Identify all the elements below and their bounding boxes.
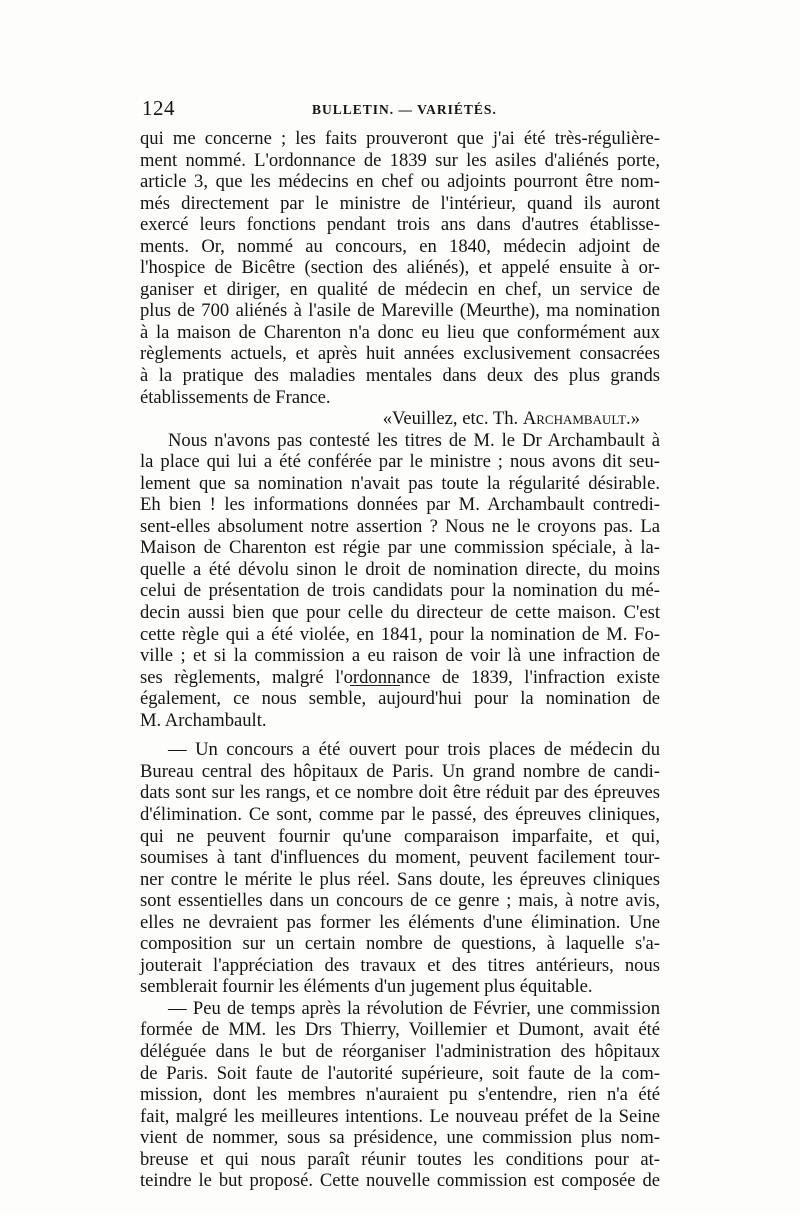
text-line: fait, malgré les meilleures intentions. Le nouveau préfet de la Seine xyxy=(140,1105,660,1127)
text-line: més directement par le ministre de l'intérieur, quand ils auront xyxy=(140,192,660,214)
text-line: règlements actuels, et après huit années exclusivement consacrées xyxy=(140,343,660,365)
text-line: à la maison de Charenton n'a donc eu lieu que conformément aux xyxy=(140,321,660,343)
text-line: ville ; et si la commission a eu raison de voir là une infraction de xyxy=(140,645,660,667)
text-line: qui ne peuvent fournir qu'une comparaison imparfaite, et qui, xyxy=(140,825,660,847)
text-line: l'hospice de Bicêtre (section des aliénés), et appelé ensuite à or- xyxy=(140,257,660,279)
text-line: également, ce nous semble, aujourd'hui pour la nomination de xyxy=(140,688,660,710)
text-line: semblerait fournir les éléments d'un jugement plus équitable. xyxy=(140,976,593,998)
section-separator xyxy=(350,685,400,686)
text-line: Bureau central des hôpitaux de Paris. Un grand nombre de candi- xyxy=(140,760,660,782)
text-line: decin aussi bien que pour celle du directeur de cette maison. C'est xyxy=(140,602,660,624)
text-line: ment nommé. L'ordonnance de 1839 sur les asiles d'aliénés porte, xyxy=(140,149,660,171)
text-line: formée de MM. les Drs Thierry, Voillemier et Dumont, avait été xyxy=(140,1019,660,1041)
text-line: Eh bien ! les informations données par M. Archambault contredi- xyxy=(140,494,660,516)
signature-name: Archambault. xyxy=(522,408,631,430)
signature-suffix: » xyxy=(630,408,640,430)
letter-continuation xyxy=(140,128,660,408)
text-line: exercé leurs fonctions pendant trois ans dans d'autres établisse- xyxy=(140,214,660,236)
text-line: sent-elles absolument notre assertion ? Nous ne le croyons pas. La xyxy=(140,515,660,537)
text-line: celui de présentation de trois candidats pour la nomination du mé- xyxy=(140,580,660,602)
text-line: Maison de Charenton est régie par une commission spéciale, à la- xyxy=(140,537,660,559)
response-paragraph xyxy=(140,430,660,732)
text-line: quelle a été dévolu sinon le droit de nomination directe, du moins xyxy=(140,558,660,580)
signature-prefix: «Veuillez, etc. Th. xyxy=(382,408,523,430)
text-line: plus de 700 aliénés à l'asile de Mareville (Meurthe), ma nomination xyxy=(140,300,660,322)
text-line: Nous n'avons pas contesté les titres de M. le Dr Archambault à xyxy=(168,429,660,451)
text-line: cette règle qui a été violée, en 1841, pour la nomination de M. Fo- xyxy=(140,623,660,645)
text-line: lement que sa nomination n'avait pas toute la régularité désirable. xyxy=(140,472,660,494)
text-line: mission, dont les membres n'auraient pu s'entendre, rien n'a été xyxy=(140,1084,660,1106)
text-line: à la pratique des maladies mentales dans deux des plus grands xyxy=(140,365,660,387)
text-line: article 3, que les médecins en chef ou adjoints pourront être nom- xyxy=(140,171,660,193)
text-line: d'élimination. Ce sont, comme par le passé, des épreuves cliniques, xyxy=(140,803,660,825)
section-gap xyxy=(140,731,660,739)
text-line: composition sur un certain nombre de questions, à laquelle s'a- xyxy=(140,933,660,955)
text-line: vient de nommer, sous sa présidence, une commission plus nom- xyxy=(140,1127,660,1149)
concours-paragraph xyxy=(140,739,660,998)
text-line: breuse et qui nous paraît réunir toutes les conditions pour at- xyxy=(140,1148,660,1170)
text-line: soumises à tant d'influences du moment, peuvent facilement tour- xyxy=(140,847,660,869)
text-line: la place qui lui a été conférée par le ministre ; nous avons dit seu- xyxy=(140,451,660,473)
text-line: teindre le but proposé. Cette nouvelle commission est composée de xyxy=(140,1170,660,1192)
text-line: jouterait l'appréciation des travaux et des titres antérieurs, nous xyxy=(140,954,660,976)
text-line: sont essentielles dans un concours de ce genre ; mais, à notre avis, xyxy=(140,890,660,912)
text-line: de Paris. Soit faute de l'autorité supérieure, soit faute de la com- xyxy=(140,1062,660,1084)
text-line: ses règlements, malgré l'ordonnance de 1839, l'infraction existe xyxy=(140,666,660,688)
text-line: ments. Or, nommé au concours, en 1840, médecin adjoint de xyxy=(140,235,660,257)
body-text xyxy=(140,128,660,1192)
page-header xyxy=(142,96,660,122)
text-line: établissements de France. xyxy=(140,386,331,408)
text-line: elles ne devraient pas former les éléments d'une élimination. Une xyxy=(140,911,660,933)
text-line: qui me concerne ; les faits prouveront que j'ai été très-régulière- xyxy=(140,128,660,149)
text-line: M. Archambault. xyxy=(140,709,267,731)
letter-signature xyxy=(140,408,660,430)
text-line: déléguée dans le but de réorganiser l'administration des hôpitaux xyxy=(140,1040,660,1062)
text-line: — Peu de temps après la révolution de Février, une commission xyxy=(168,997,660,1019)
commission-paragraph xyxy=(140,998,660,1192)
text-line: — Un concours a été ouvert pour trois places de médecin du xyxy=(168,739,660,761)
running-head: BULLETIN. — VARIÉTÉS. xyxy=(312,102,497,117)
text-line: dats sont sur les rangs, et ce nombre doit être réduit par des épreuves xyxy=(140,782,660,804)
page-number: 124 xyxy=(142,96,175,120)
text-line: ner contre le mérite le plus réel. Sans doute, les épreuves cliniques xyxy=(140,868,660,890)
text-line: ganiser et diriger, en qualité de médecin en chef, un service de xyxy=(140,278,660,300)
